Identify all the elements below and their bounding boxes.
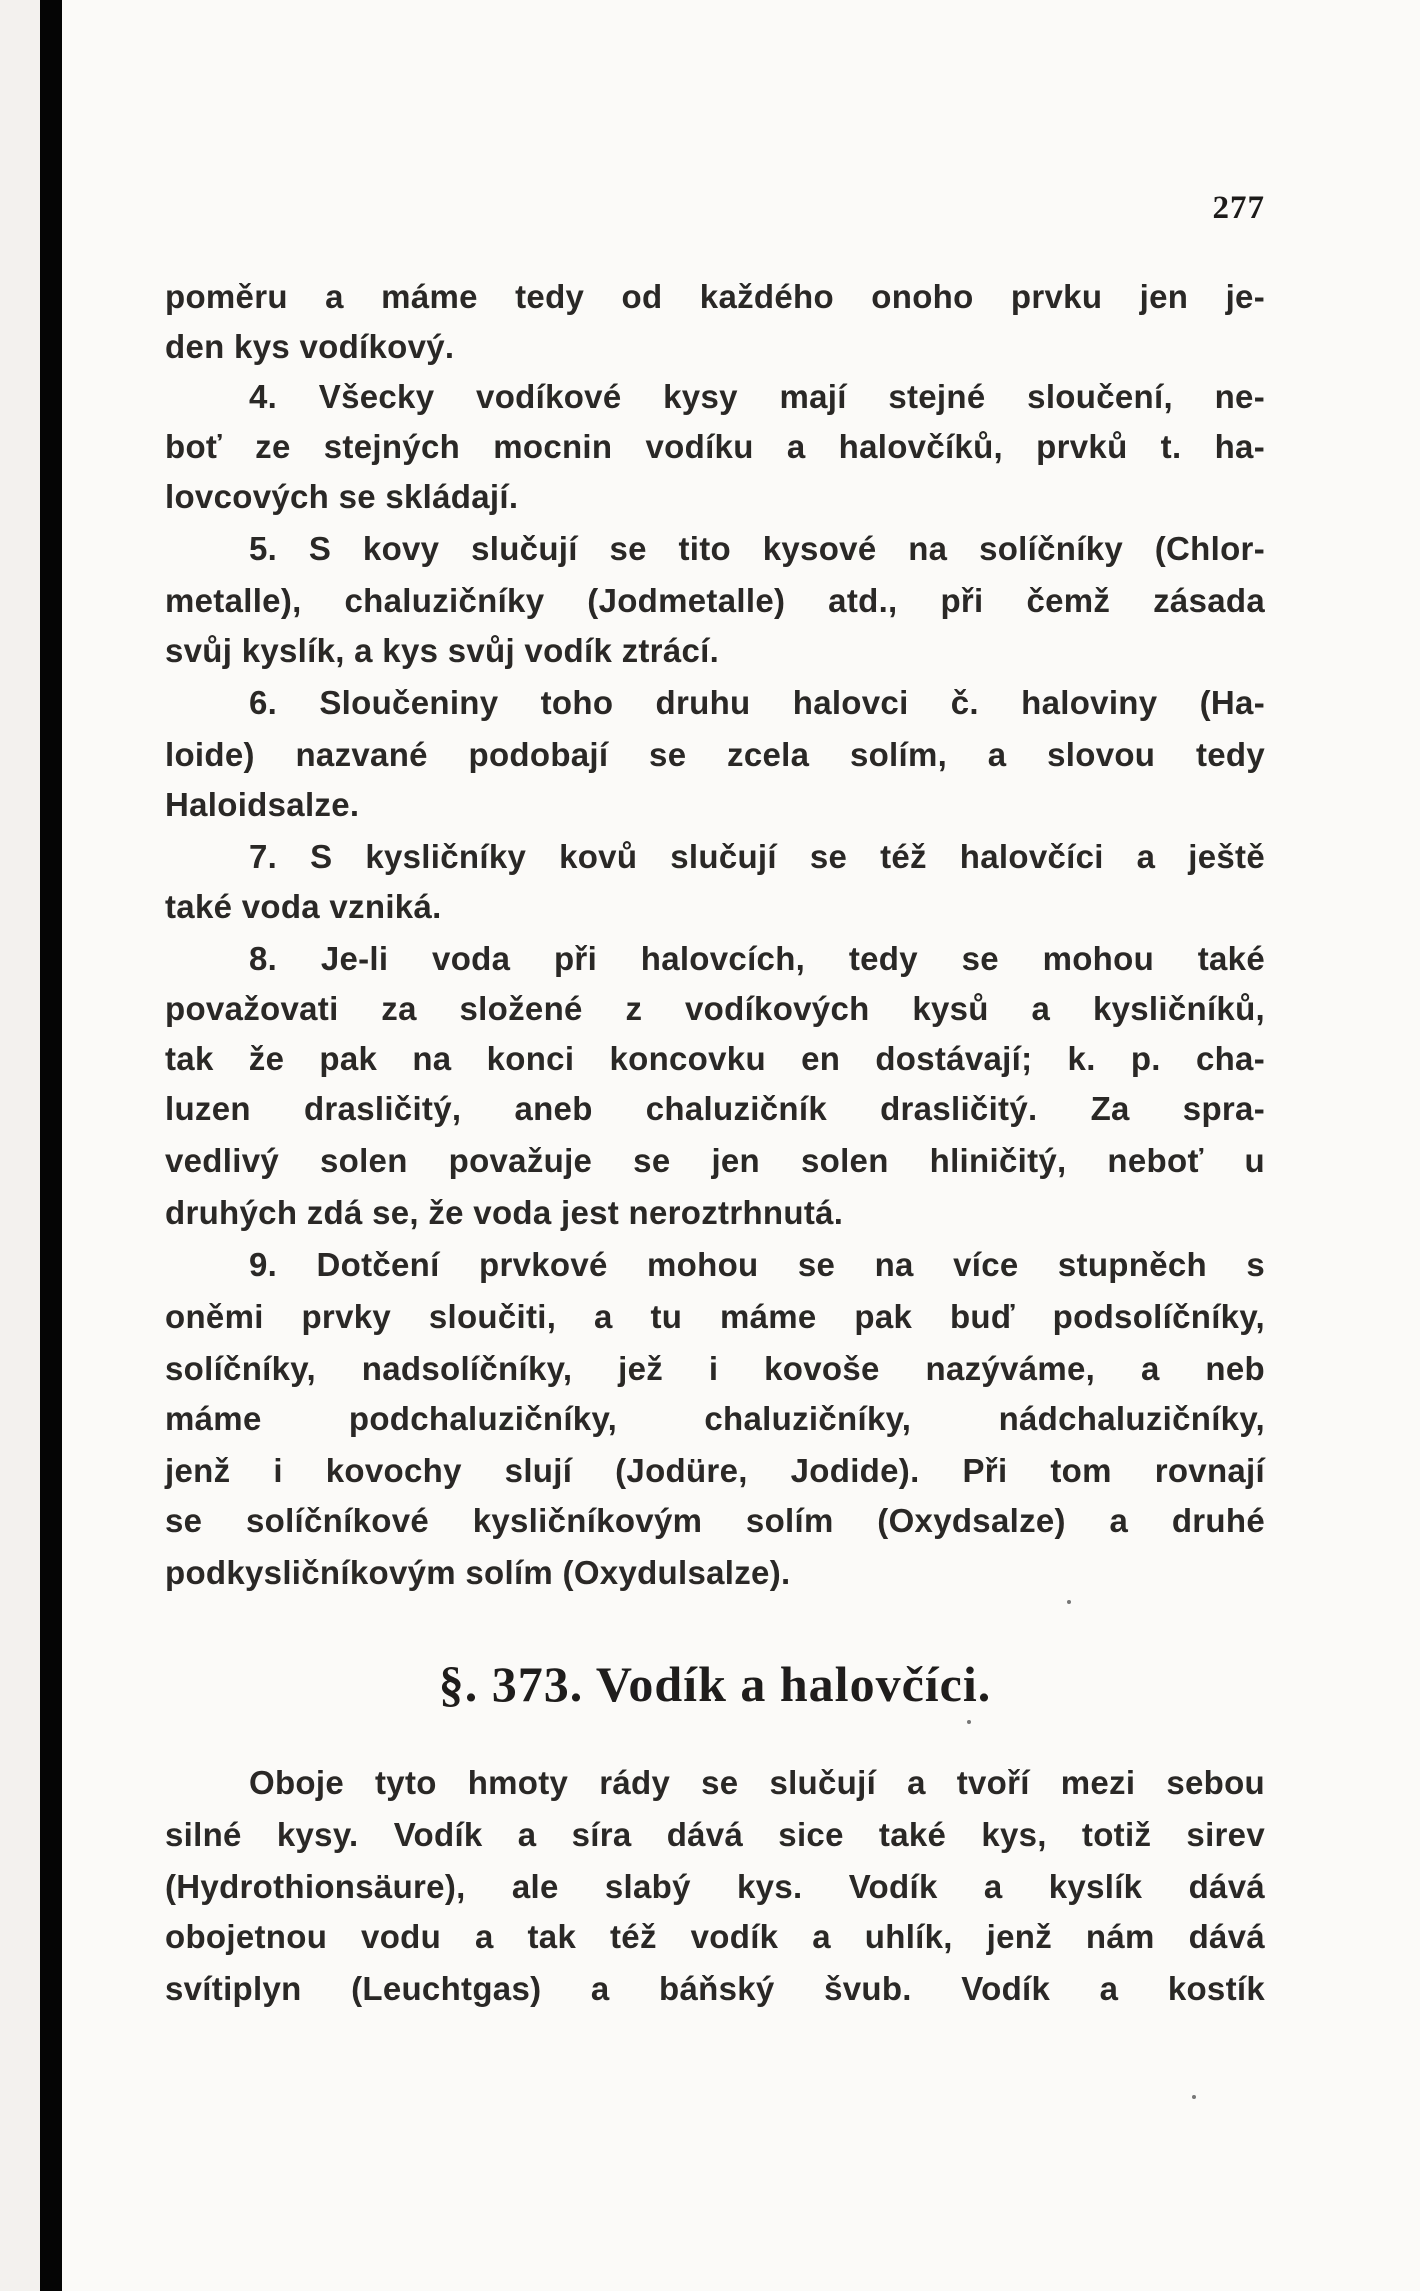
text-line: poměru a máme tedy od každého onoho prvku jen je-: [165, 278, 1265, 315]
paper-speck: [967, 1720, 971, 1724]
text-line: obojetnou vodu a tak též vodík a uhlík, jenž nám dává: [165, 1918, 1265, 1955]
left-facing-page-edge: [0, 0, 42, 2291]
text-line: solíčníky, nadsolíčníky, jež i kovoše nazýváme, a neb: [165, 1350, 1265, 1387]
text-line: oněmi prvky sloučiti, a tu máme pak buď podsolíčníky,: [165, 1298, 1265, 1335]
text-line: vedlivý solen považuje se jen solen hliničitý, neboť u: [165, 1142, 1265, 1179]
text-line: lovcových se skládají.: [165, 478, 519, 515]
text-line: Haloidsalze.: [165, 786, 360, 823]
text-line: máme podchaluzičníky, chaluzičníky, nádchaluzičníky,: [165, 1400, 1265, 1437]
book-page: [62, 0, 1420, 2291]
text-line: také voda vzniká.: [165, 888, 442, 925]
text-line: 9. Dotčení prvkové mohou se na více stupněch s: [249, 1246, 1265, 1283]
text-line: metalle), chaluzičníky (Jodmetalle) atd., při čemž zásada: [165, 582, 1265, 619]
section-heading: §. 373. Vodík a halovčíci.: [438, 1656, 992, 1712]
text-line: Oboje tyto hmoty rády se slučují a tvoří mezi sebou: [249, 1764, 1265, 1801]
text-line: den kys vodíkový.: [165, 328, 455, 365]
text-line: 6. Sloučeniny toho druhu halovci č. haloviny (Ha-: [249, 684, 1265, 721]
text-line: luzen drasličitý, aneb chaluzičník drasličitý. Za spra-: [165, 1090, 1265, 1127]
paper-speck: [1067, 1600, 1071, 1604]
text-line: loide) nazvané podobají se zcela solím, a slovou tedy: [165, 736, 1265, 773]
page-text-block: [165, 0, 1265, 2291]
text-line: jenž i kovochy slují (Jodüre, Jodide). Při tom rovnají: [165, 1452, 1265, 1489]
book-gutter: [40, 0, 62, 2291]
text-line: svítiplyn (Leuchtgas) a báňský švub. Vodík a kostík: [165, 1970, 1265, 2007]
text-line: silné kysy. Vodík a síra dává sice také kys, totiž sirev: [165, 1816, 1265, 1853]
text-line: považovati za složené z vodíkových kysů a kysličníků,: [165, 990, 1265, 1027]
paper-speck: [1192, 2095, 1196, 2099]
text-line: boť ze stejných mocnin vodíku a halovčíků, prvků t. ha-: [165, 428, 1265, 465]
text-line: svůj kyslík, a kys svůj vodík ztrácí.: [165, 632, 720, 669]
text-line: 5. S kovy slučují se tito kysové na solíčníky (Chlor-: [249, 530, 1265, 567]
text-line: se solíčníkové kysličníkovým solím (Oxydsalze) a druhé: [165, 1502, 1265, 1539]
text-line: 8. Je-li voda při halovcích, tedy se mohou také: [249, 940, 1265, 977]
text-line: (Hydrothionsäure), ale slabý kys. Vodík a kyslík dává: [165, 1868, 1265, 1905]
text-line: 7. S kysličníky kovů slučují se též halovčíci a ještě: [249, 838, 1265, 875]
text-line: podkysličníkovým solím (Oxydulsalze).: [165, 1554, 791, 1591]
page-number: 277: [1212, 190, 1265, 226]
text-line: 4. Všecky vodíkové kysy mají stejné sloučení, ne-: [249, 378, 1265, 415]
text-line: tak že pak na konci koncovku en dostávají; k. p. cha-: [165, 1040, 1265, 1077]
text-line: druhých zdá se, že voda jest neroztrhnutá.: [165, 1194, 844, 1231]
